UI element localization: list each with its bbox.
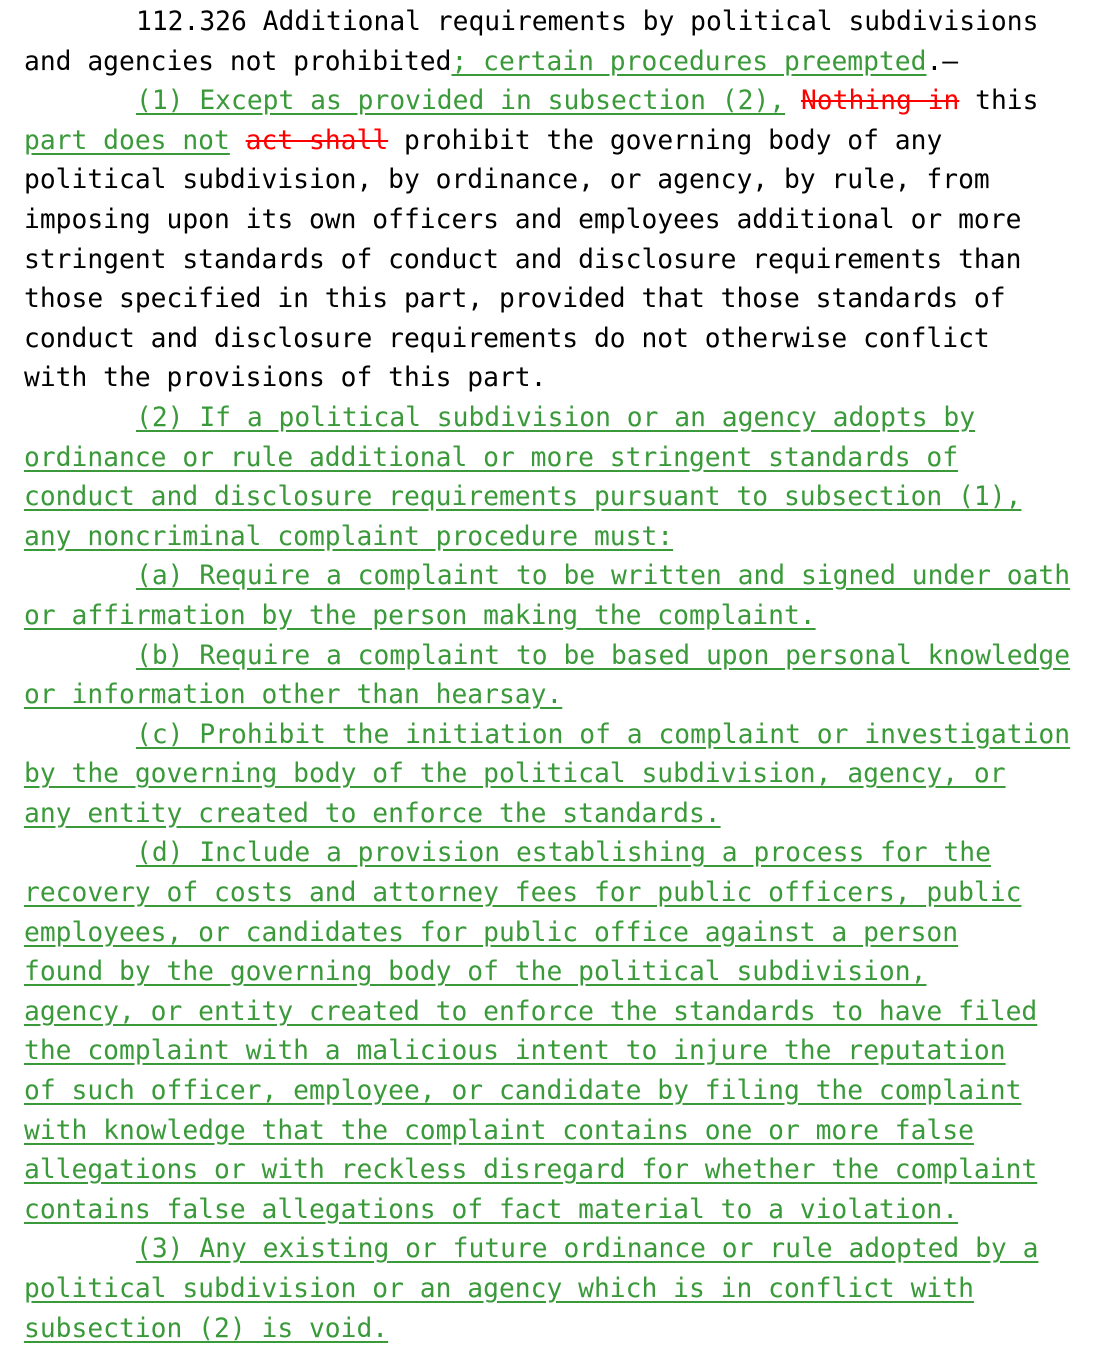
statute-text: with the provisions of this part. bbox=[24, 363, 547, 394]
inserted-text: any entity created to enforce the standards. bbox=[24, 798, 721, 829]
deleted-text: act shall bbox=[245, 125, 389, 156]
statute-text: imposing upon its own officers and employees additional or more bbox=[24, 204, 1022, 235]
inserted-text: (2) If a political subdivision or an agency adopts by bbox=[136, 402, 976, 433]
document-line bbox=[24, 557, 1100, 597]
inserted-text: by the governing body of the political subdivision, agency, or bbox=[24, 759, 1006, 790]
document-line bbox=[24, 676, 1100, 716]
inserted-text: contains false allegations of fact material to a violation. bbox=[24, 1194, 959, 1225]
document-line bbox=[24, 1032, 1100, 1072]
document-line bbox=[24, 43, 1100, 83]
document-line bbox=[24, 1191, 1100, 1231]
inserted-text: political subdivision or an agency which is in conflict with bbox=[24, 1274, 974, 1304]
inserted-text: the complaint with a malicious intent to injure the reputation bbox=[24, 1036, 1006, 1067]
inserted-text: (b) Require a complaint to be based upon personal knowledge bbox=[136, 640, 1071, 671]
document-line bbox=[24, 914, 1100, 954]
inserted-text: (3) Any existing or future ordinance or rule adopted by a bbox=[136, 1234, 1039, 1265]
statute-text: those specified in this part, provided that those standards of bbox=[24, 284, 1006, 315]
inserted-text: found by the governing body of the political subdivision, bbox=[24, 957, 927, 988]
statute-text bbox=[230, 126, 246, 156]
document-line bbox=[24, 874, 1100, 914]
inserted-text: part does not bbox=[24, 125, 230, 156]
statute-text: and agencies not prohibited bbox=[24, 46, 452, 77]
inserted-text: ordinance or rule additional or more stringent standards of bbox=[24, 442, 959, 473]
document-line bbox=[24, 597, 1100, 637]
inserted-text: or information other than hearsay. bbox=[24, 680, 563, 711]
inserted-text: subsection (2) is void. bbox=[24, 1313, 389, 1344]
document-line bbox=[24, 1072, 1100, 1112]
inserted-text: of such officer, employee, or candidate by filing the complaint bbox=[24, 1076, 1022, 1107]
inserted-text: or affirmation by the person making the complaint. bbox=[24, 600, 816, 631]
statute-text: political subdivision, by ordinance, or agency, by rule, from bbox=[24, 165, 990, 196]
document-line bbox=[24, 359, 1100, 399]
inserted-text: (c) Prohibit the initiation of a complaint or investigation bbox=[136, 719, 1071, 750]
document-line bbox=[24, 993, 1100, 1033]
statute-text: .— bbox=[926, 46, 959, 77]
inserted-text: conduct and disclosure requirements pursuant to subsection (1), bbox=[24, 482, 1022, 513]
document-line bbox=[24, 637, 1100, 677]
document-line bbox=[24, 320, 1100, 360]
document-line bbox=[24, 122, 1100, 162]
document-line bbox=[24, 1310, 1100, 1350]
document-line bbox=[24, 1112, 1100, 1152]
inserted-text: recovery of costs and attorney fees for public officers, public bbox=[24, 878, 1022, 909]
deleted-text: Nothing in bbox=[800, 86, 960, 117]
document-line bbox=[24, 161, 1100, 201]
inserted-text: allegations or with reckless disregard for whether the complaint bbox=[24, 1155, 1038, 1186]
document-line bbox=[24, 953, 1100, 993]
document-line bbox=[24, 716, 1100, 756]
document-line bbox=[24, 518, 1100, 558]
statute-text: this bbox=[959, 86, 1039, 117]
statute-text: prohibit the governing body of any bbox=[388, 125, 943, 156]
document-line bbox=[24, 82, 1100, 122]
document-line bbox=[24, 241, 1100, 281]
inserted-text: any noncriminal complaint procedure must: bbox=[24, 521, 674, 552]
document-line bbox=[24, 3, 1100, 43]
document-line bbox=[24, 280, 1100, 320]
document-line bbox=[24, 795, 1100, 835]
inserted-text: (a) Require a complaint to be written and signed under oath bbox=[136, 561, 1071, 592]
inserted-text: (d) Include a provision establishing a process for the bbox=[136, 838, 991, 869]
statute-text: conduct and disclosure requirements do not otherwise conflict bbox=[24, 323, 990, 354]
document-line bbox=[24, 1230, 1100, 1270]
inserted-text: agency, or entity created to enforce the standards to have filed bbox=[24, 996, 1038, 1027]
document-line bbox=[24, 399, 1100, 439]
inserted-text: ; certain procedures preempted bbox=[451, 46, 927, 77]
document-line bbox=[24, 1151, 1100, 1191]
document-line bbox=[24, 1270, 1100, 1310]
document-line bbox=[24, 755, 1100, 795]
statute-text bbox=[785, 86, 801, 116]
statute-text: stringent standards of conduct and disclosure requirements than bbox=[24, 244, 1022, 275]
statute-text: 112.326 Additional requirements by political subdivisions bbox=[136, 7, 1039, 37]
document-line bbox=[24, 478, 1100, 518]
document-line bbox=[24, 834, 1100, 874]
inserted-text: employees, or candidates for public office against a person bbox=[24, 917, 959, 948]
document-line bbox=[24, 201, 1100, 241]
document-line bbox=[24, 439, 1100, 479]
inserted-text: (1) Except as provided in subsection (2), bbox=[136, 86, 786, 117]
inserted-text: with knowledge that the complaint contains one or more false bbox=[24, 1115, 974, 1146]
